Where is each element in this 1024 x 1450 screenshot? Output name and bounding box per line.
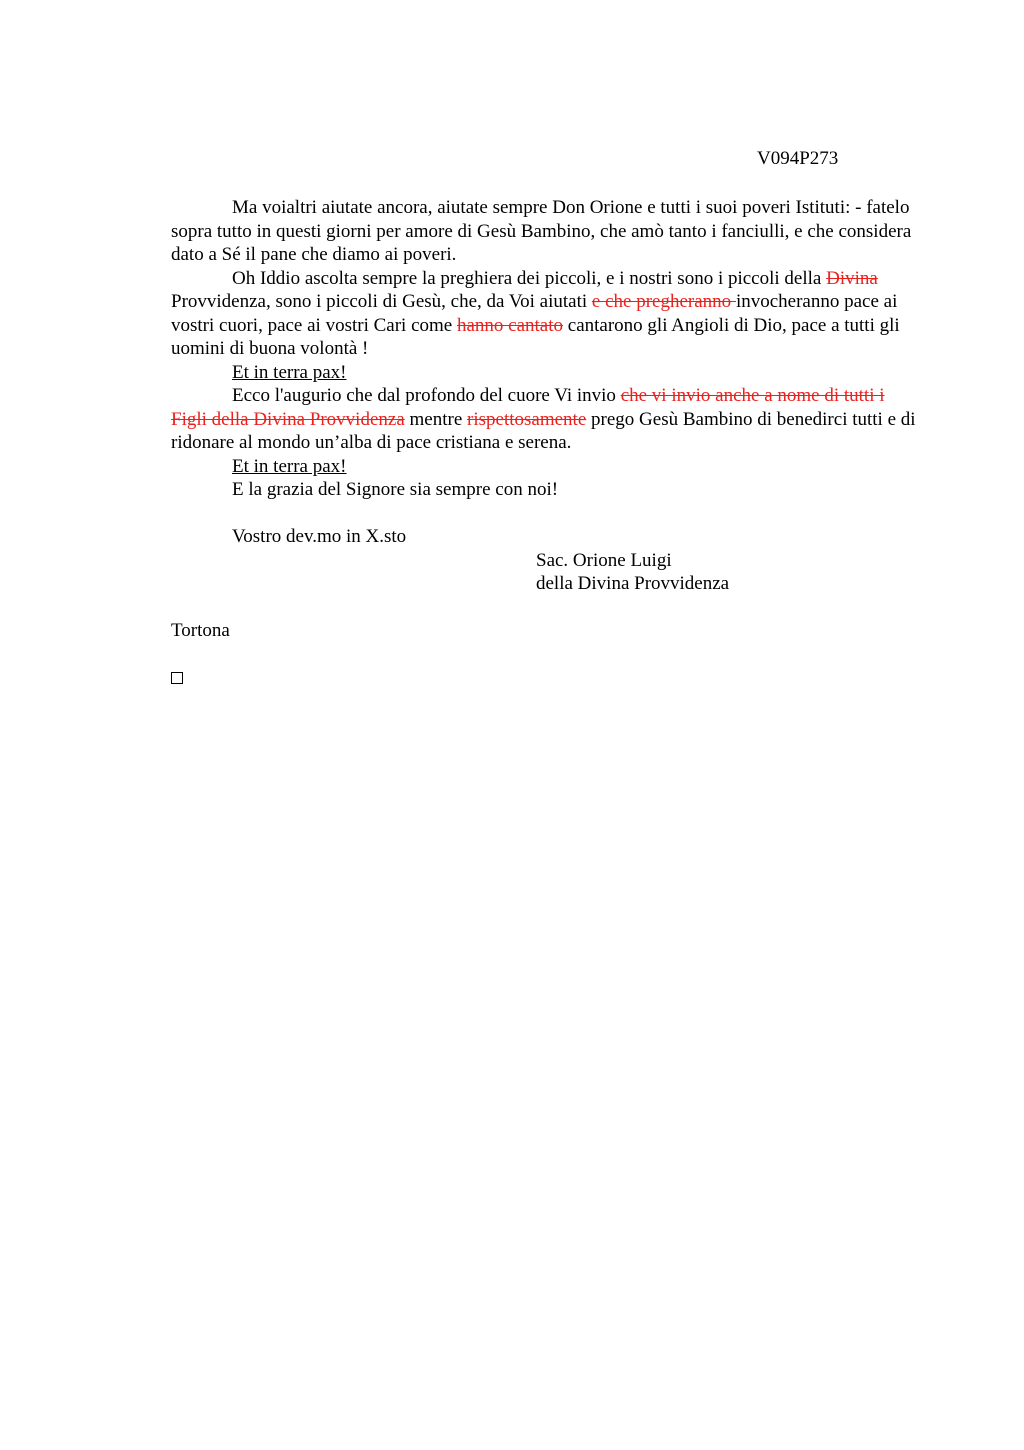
paragraph-3 (171, 384, 921, 455)
deleted-text: Divina (826, 267, 878, 289)
refrain-line-2 (171, 455, 921, 479)
deleted-text: hanno cantato (456, 314, 564, 336)
deleted-text: che vi invio anche a nome di tutti i Figli della Divina Provvidenza (171, 385, 885, 430)
signature-name: Sac. Orione Luigi (536, 549, 672, 571)
spacer (171, 643, 921, 667)
paragraph-2-text-4: cantarono gli Angioli di Dio, pace a tutti gli uomini di buona volontà ! (171, 314, 900, 359)
checkbox-icon (171, 666, 921, 691)
spacer (171, 502, 921, 526)
deleted-text: rispettosamente (467, 408, 587, 430)
paragraph-2-text-3: invocheranno pace ai vostri cuori, pace ai vostri Cari come (171, 291, 898, 336)
document-reference: V094P273 (757, 148, 839, 169)
refrain-text: Et in terra pax! (232, 455, 347, 477)
letter-body (171, 196, 921, 691)
closing-line: Vostro dev.mo in X.sto (232, 526, 407, 547)
paragraph-1: Ma voialtri aiutate ancora, aiutate sempre Don Orione e tutti i suoi poveri Istituti: - fatelo sopra tutto in questi giorni per amore di Gesù Bambino, che amò tanto i fanciulli, e che considera dato a Sé il pane che diamo ai poveri. (171, 197, 912, 265)
place-line: Tortona (171, 620, 230, 641)
signature-title: della Divina Provvidenza (536, 573, 730, 594)
paragraph-3-text-3: prego Gesù Bambino di benedirci tutti e di ridonare al mondo un’alba di pace cristiana e serena. (171, 408, 916, 453)
refrain-line-1 (171, 361, 921, 385)
signature-block (171, 549, 921, 596)
paragraph-2-text-2: Provvidenza, sono i piccoli di Gesù, che, da Voi aiutati (171, 291, 592, 312)
blessing-line: E la grazia del Signore sia sempre con noi! (232, 479, 559, 500)
deleted-text: e che pregheranno (591, 291, 736, 312)
paragraph-3-text-1: Ecco l'augurio che dal profondo del cuore Vi invio (232, 385, 621, 406)
spacer (171, 596, 921, 620)
paragraph-2-text-1: Oh Iddio ascolta sempre la preghiera dei piccoli, e i nostri sono i piccoli della (232, 267, 827, 289)
refrain-text: Et in terra pax! (232, 361, 347, 383)
paragraph-3-text-2: mentre (404, 408, 468, 430)
paragraph-2 (171, 267, 921, 361)
